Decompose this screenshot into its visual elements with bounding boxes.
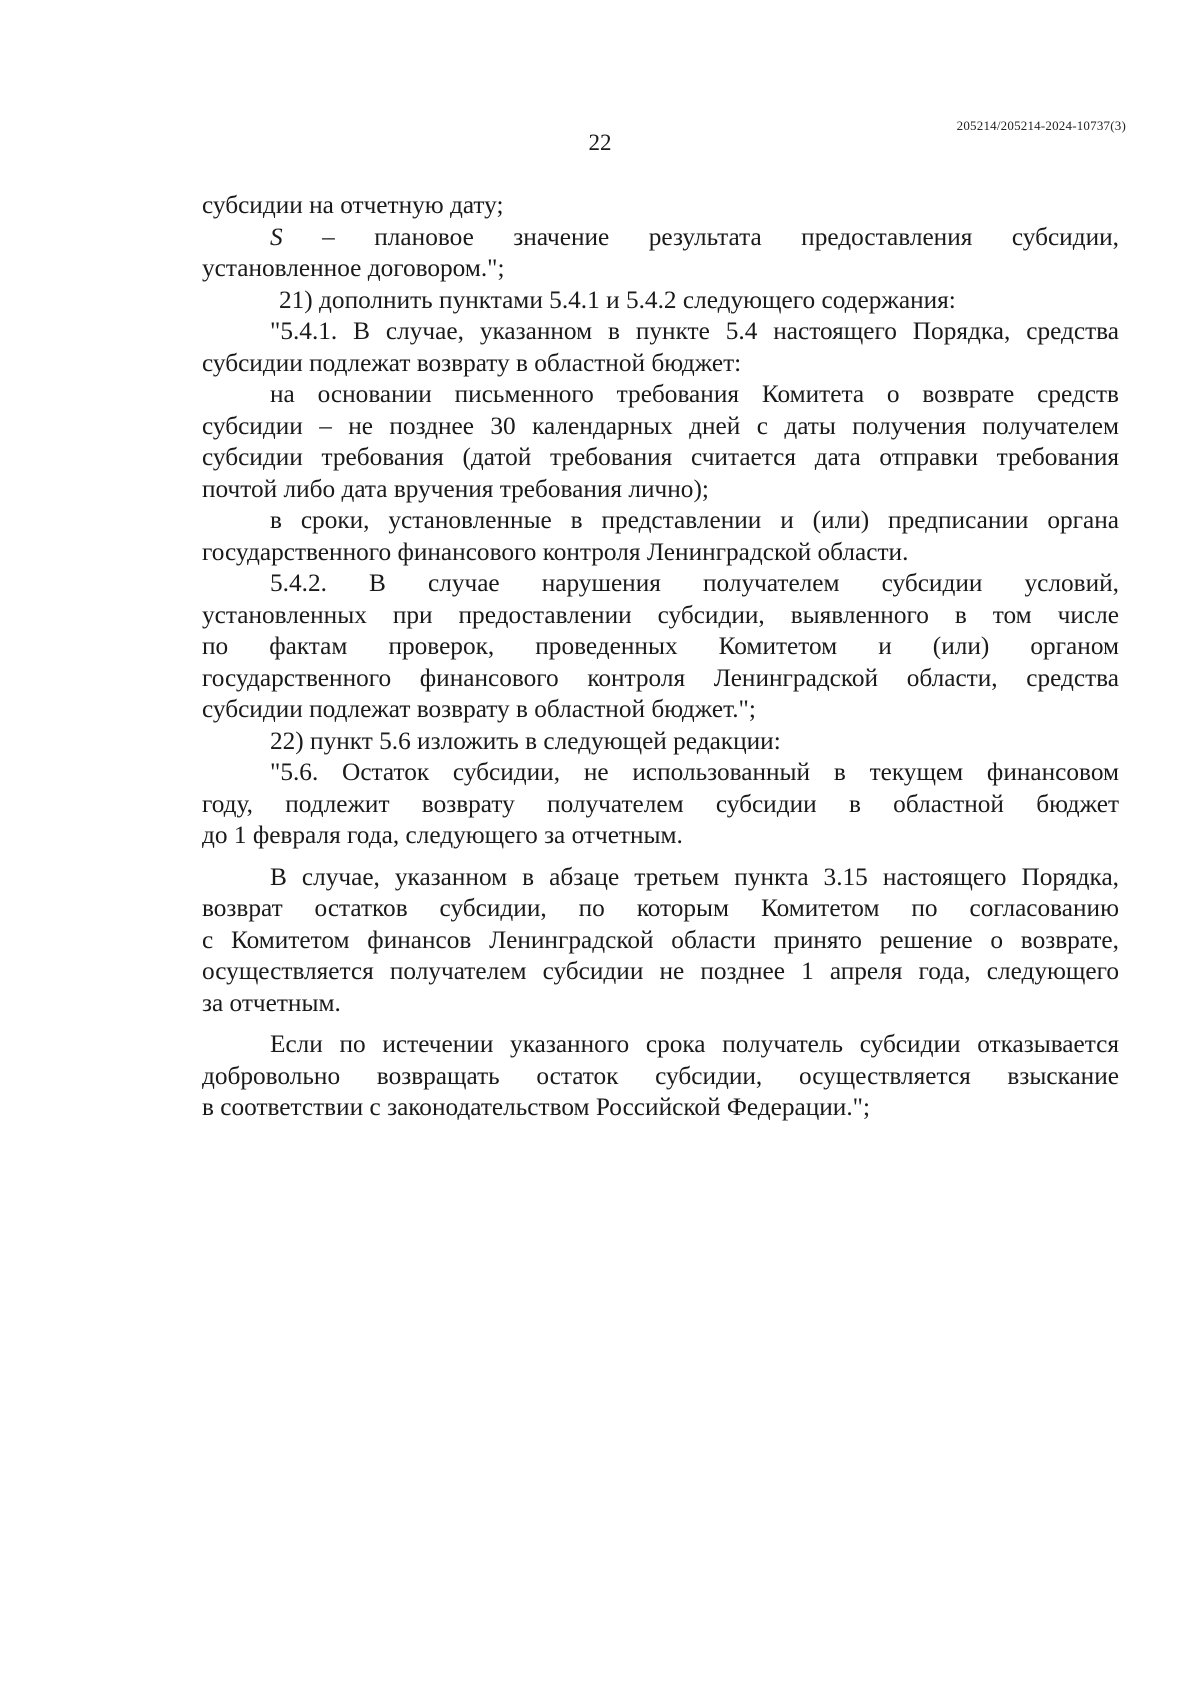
text-line: субсидии требования (датой требования считается дата отправки требования — [202, 443, 1119, 471]
text-line: Если по истечении указанного срока получатель субсидии отказывается — [270, 1030, 1119, 1058]
text-line: с Комитетом финансов Ленинградской области принято решение о возврате, — [202, 925, 1119, 954]
document-id: 205214/205214-2024-10737(3) — [956, 118, 1126, 133]
text-line — [202, 222, 1119, 254]
paragraph — [202, 862, 1119, 1020]
text-line: государственного финансового контроля Ленинградской области. — [202, 537, 909, 566]
text-line: субсидии подлежат возврату в областной бюджет."; — [202, 695, 756, 723]
text-line: почтой либо дата вручения требования лично); — [202, 474, 709, 503]
paragraph — [202, 568, 1119, 726]
text-line: году, подлежит возврату получателем субсидии в областной бюджет — [202, 789, 1119, 818]
text-line: "5.6. Остаток субсидии, не использованный в текущем финансовом — [270, 758, 1119, 786]
paragraph — [202, 726, 1119, 758]
text-line: в соответствии с законодательством Российской Федерации."; — [202, 1093, 870, 1121]
text-line: установленное договором."; — [202, 254, 505, 282]
text-line: В случае, указанном в абзаце третьем пункта 3.15 настоящего Порядка, — [270, 862, 1119, 891]
text-line: за отчетным. — [202, 988, 341, 1017]
text-line: 21) дополнить пунктами 5.4.1 и 5.4.2 следующего содержания: — [279, 285, 956, 314]
page-number: 22 — [588, 130, 612, 155]
text-line: в сроки, установленные в представлении и (или) предписании органа — [270, 506, 1119, 534]
variable-s: S — [270, 222, 283, 251]
text-line-part: – плановое значение результата предоставления субсидии, — [322, 222, 1119, 251]
text-line: 5.4.2. В случае нарушения получателем субсидии условий, — [270, 569, 1119, 597]
text-line: на основании письменного требования Комитета о возврате средств — [270, 380, 1119, 408]
text-line: установленных при предоставлении субсидии, выявленного в том числе — [202, 600, 1119, 629]
text-line: государственного финансового контроля Ленинградской области, средства — [202, 663, 1119, 692]
text-line: добровольно возвращать остаток субсидии, осуществляется взыскание — [202, 1061, 1119, 1090]
paragraph — [202, 316, 1119, 379]
text-line: субсидии – не позднее 30 календарных дней с даты получения получателем — [202, 411, 1119, 440]
text-line: до 1 февраля года, следующего за отчетным. — [202, 821, 683, 849]
text-line: осуществляется получателем субсидии не позднее 1 апреля года, следующего — [202, 957, 1119, 985]
paragraph — [202, 285, 1119, 317]
text-line: возврат остатков субсидии, по которым Комитетом по согласованию — [202, 894, 1119, 922]
document-body — [202, 190, 1119, 1124]
text-line: субсидии подлежат возврату в областной бюджет: — [202, 348, 742, 377]
paragraph — [202, 757, 1119, 852]
text-line: "5.4.1. В случае, указанном в пункте 5.4 настоящего Порядка, средства — [270, 317, 1119, 345]
text-line: по фактам проверок, проведенных Комитетом и (или) органом — [202, 632, 1119, 660]
text-line: 22) пункт 5.6 изложить в следующей редакции: — [270, 726, 781, 755]
paragraph — [202, 1029, 1119, 1124]
paragraph — [202, 222, 1119, 285]
paragraph — [202, 379, 1119, 505]
paragraph — [202, 505, 1119, 568]
text-line: субсидии на отчетную дату; — [202, 191, 504, 219]
paragraph — [202, 190, 1119, 222]
